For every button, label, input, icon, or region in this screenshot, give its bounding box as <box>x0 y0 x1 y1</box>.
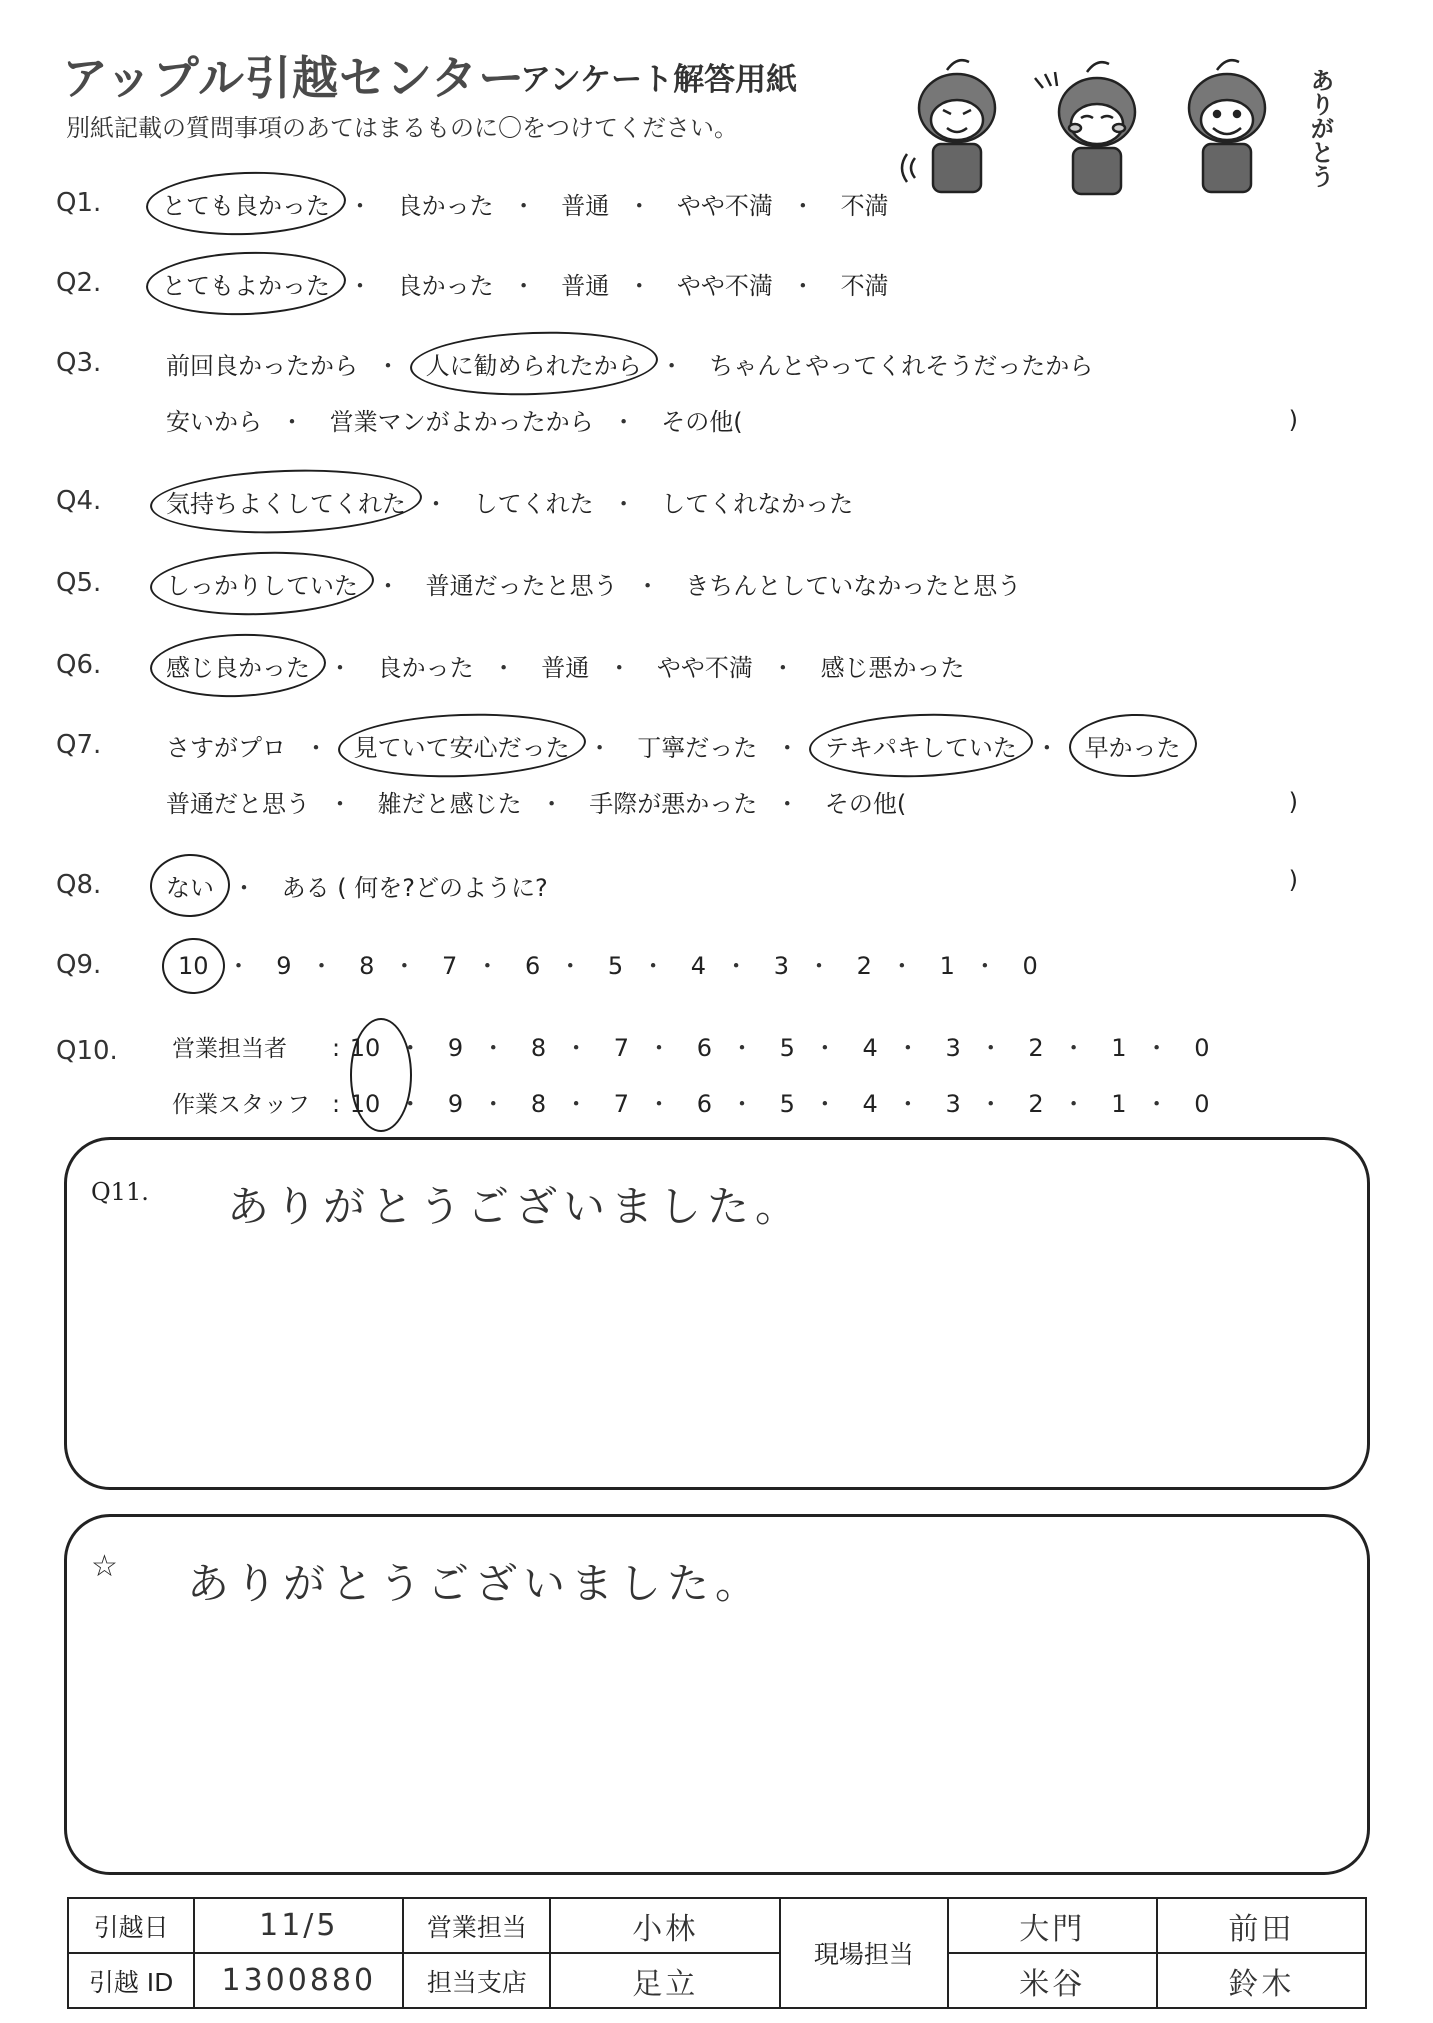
q9-score-7[interactable]: 7 <box>442 952 458 980</box>
q11-comment-box[interactable] <box>64 1137 1370 1490</box>
q10-staff-score-0[interactable]: 0 <box>1194 1090 1210 1118</box>
q3-option-3[interactable]: ちゃんとやってくれそうだったから <box>709 352 1094 380</box>
q9-score-2[interactable]: 2 <box>856 952 872 980</box>
q6-label: Q6. <box>56 650 102 680</box>
q2-option-2[interactable]: 良かった <box>397 272 494 300</box>
q3-close-paren: ) <box>1288 406 1298 434</box>
question-q7: Q7. さすがプロ ・ 見ていて安心だった ・ 丁寧だった ・ テキパキしていた ・ 早かった 普通だと思う ・ 雑だと感じた ・ 手際が悪かった ・ その他( ) <box>0 720 1433 830</box>
move-id-label: 引越 ID <box>68 1953 194 2008</box>
q9-score-1[interactable]: 1 <box>939 952 955 980</box>
q6-option-4[interactable]: やや不満 <box>656 654 753 682</box>
q7-close-paren: ) <box>1288 788 1298 816</box>
q9-score-4[interactable]: 4 <box>690 952 707 980</box>
q9-score-3[interactable]: 3 <box>773 952 789 980</box>
q10-sales-score-10[interactable]: 10 <box>349 1034 381 1062</box>
q6-option-2[interactable]: 良かった <box>377 654 474 682</box>
q8-option-1[interactable]: ない <box>164 866 216 905</box>
star-comment-answer: ありがとうございました。 <box>187 1559 764 1608</box>
q3-option-other[interactable]: その他( <box>661 408 743 436</box>
q10-staff-score-7[interactable]: 7 <box>613 1090 630 1118</box>
q10-staff-score-5[interactable]: 5 <box>779 1090 795 1118</box>
question-q4: Q4. 気持ちよくしてくれた ・ してくれた ・ してくれなかった <box>0 476 1433 532</box>
q11-label: Q11. <box>91 1178 149 1206</box>
q10-selection-circle <box>350 1018 412 1132</box>
q11-answer: ありがとうございました。 <box>227 1182 804 1231</box>
q3-option-1[interactable]: 前回良かったから <box>166 352 358 380</box>
q10-sales-score-7[interactable]: 7 <box>613 1034 630 1062</box>
sales-rep-label: 営業担当 <box>403 1898 550 1953</box>
site-staff-4: 鈴木 <box>1157 1953 1366 2008</box>
site-staff-1: 大門 <box>948 1898 1157 1953</box>
q7-option-6[interactable]: 普通だと思う <box>166 790 310 818</box>
star-comment-box[interactable] <box>64 1514 1370 1875</box>
q7-option-5[interactable]: 早かった <box>1083 726 1183 765</box>
q10-sales-score-9[interactable]: 9 <box>447 1034 464 1062</box>
sales-rep-value: 小林 <box>550 1898 780 1953</box>
company-name: アップル引越センター <box>62 51 526 105</box>
branch-label: 担当支店 <box>403 1953 550 2008</box>
site-staff-3: 米谷 <box>948 1953 1157 2008</box>
q1-option-3[interactable]: 普通 <box>561 192 610 220</box>
q10-label: Q10. <box>56 1036 118 1066</box>
q9-score-5[interactable]: 5 <box>607 952 624 980</box>
q4-label: Q4. <box>56 486 102 516</box>
q7-option-3[interactable]: 丁寧だった <box>637 734 758 762</box>
q10-staff-colon: : <box>332 1090 341 1118</box>
q10-sales-score-2[interactable]: 2 <box>1028 1034 1044 1062</box>
q2-option-5[interactable]: 不満 <box>840 272 889 300</box>
q7-option-8[interactable]: 手際が悪かった <box>589 790 758 818</box>
q9-score-8[interactable]: 8 <box>359 952 375 980</box>
site-staff-2: 前田 <box>1157 1898 1366 1953</box>
q10-sales-score-5[interactable]: 5 <box>779 1034 795 1062</box>
q10-staff-score-4[interactable]: 4 <box>862 1090 878 1118</box>
q10-sales-score-1[interactable]: 1 <box>1111 1034 1127 1062</box>
q3-option-4[interactable]: 安いから <box>166 408 262 436</box>
q5-option-2[interactable]: 普通だったと思う <box>425 572 618 600</box>
q4-option-3[interactable]: してくれなかった <box>661 490 854 518</box>
q7-label: Q7. <box>56 730 102 760</box>
q7-option-4[interactable]: テキパキしていた <box>823 726 1019 765</box>
mascot-caption: ありがとう <box>1306 68 1334 188</box>
q9-score-10[interactable]: 10 <box>178 952 209 980</box>
q4-option-1[interactable]: 気持ちよくしてくれた <box>164 482 408 521</box>
q2-option-3[interactable]: 普通 <box>561 272 610 300</box>
q10-sales-score-0[interactable]: 0 <box>1194 1034 1210 1062</box>
q10-staff-score-2[interactable]: 2 <box>1028 1090 1044 1118</box>
q2-option-1[interactable]: とてもよかった <box>160 264 332 303</box>
q6-option-1[interactable]: 感じ良かった <box>164 646 312 685</box>
question-q8: Q8. ない ・ ある ( 何を?どのように? ) <box>0 860 1433 916</box>
branch-value: 足立 <box>550 1953 780 2008</box>
q9-score-9[interactable]: 9 <box>276 952 292 980</box>
q5-label: Q5. <box>56 568 102 598</box>
q10-sales-label: 営業担当者 <box>172 1036 287 1062</box>
q9-score-6[interactable]: 6 <box>524 952 541 980</box>
site-staff-label: 現場担当 <box>780 1898 948 2008</box>
q10-sales-score-8[interactable]: 8 <box>530 1034 547 1062</box>
q8-option-2[interactable]: ある ( 何を?どのように? <box>281 874 548 902</box>
q7-option-2[interactable]: 見ていて安心だった <box>352 726 572 765</box>
q5-option-3[interactable]: きちんとしていなかったと思う <box>685 572 1022 600</box>
q8-label: Q8. <box>56 870 102 900</box>
move-info-table <box>67 1897 1367 2009</box>
form-title: アンケート解答用紙 <box>520 62 798 98</box>
q7-option-7[interactable]: 雑だと感じた <box>377 790 522 818</box>
q2-option-4[interactable]: やや不満 <box>676 272 773 300</box>
q2-label: Q2. <box>56 268 102 298</box>
q10-sales-row: 営業担当者 : 10 ・ 9 ・ 8 ・ 7 ・ 6 ・ 5 ・ 4 ・ 3 ・ 2 ・ 1 ・ 0 <box>172 1028 1212 1064</box>
q10-sales-score-3[interactable]: 3 <box>945 1034 961 1062</box>
question-q6: Q6. 感じ良かった ・ 良かった ・ 普通 ・ やや不満 ・ 感じ悪かった <box>0 640 1433 696</box>
move-date-value: 11/5 <box>194 1898 403 1953</box>
q10-staff-score-8[interactable]: 8 <box>530 1090 547 1118</box>
question-q5: Q5. しっかりしていた ・ 普通だったと思う ・ きちんとしていなかったと思う <box>0 558 1433 614</box>
q10-sales-score-4[interactable]: 4 <box>862 1034 878 1062</box>
q10-staff-score-3[interactable]: 3 <box>945 1090 961 1118</box>
q5-option-1[interactable]: しっかりしていた <box>164 564 360 603</box>
q1-option-2[interactable]: 良かった <box>397 192 494 220</box>
q10-staff-score-9[interactable]: 9 <box>447 1090 464 1118</box>
q1-option-5[interactable]: 不満 <box>840 192 889 220</box>
q6-option-3[interactable]: 普通 <box>541 654 590 682</box>
q7-option-1[interactable]: さすがプロ <box>166 734 286 762</box>
q10-sales-score-6[interactable]: 6 <box>696 1034 712 1062</box>
q1-label: Q1. <box>56 188 102 218</box>
q10-staff-row: 作業スタッフ : 10 ・ 9 ・ 8 ・ 7 ・ 6 ・ 5 ・ 4 ・ 3 ・ 2 ・ 1 ・ 0 <box>172 1084 1212 1120</box>
q10-staff-label: 作業スタッフ <box>172 1092 310 1118</box>
q4-option-2[interactable]: してくれた <box>473 490 594 518</box>
q10-staff-score-6[interactable]: 6 <box>696 1090 712 1118</box>
q1-option-4[interactable]: やや不満 <box>676 192 773 220</box>
q7-option-other[interactable]: その他( <box>824 790 907 818</box>
question-q2: Q2. とてもよかった ・ 良かった ・ 普通 ・ やや不満 ・ 不満 <box>0 258 1433 314</box>
q9-score-0[interactable]: 0 <box>1022 952 1038 980</box>
instruction-text: 別紙記載の質問事項のあてはまるものに〇をつけてください。 <box>66 114 738 142</box>
question-q1: Q1. とても良かった ・ 良かった ・ 普通 ・ やや不満 ・ 不満 <box>0 178 1433 234</box>
q3-option-2[interactable]: 人に勧められたから <box>424 344 644 383</box>
question-q3: Q3. 前回良かったから ・ 人に勧められたから ・ ちゃんとやってくれそうだったから 安いから ・ 営業マンがよかったから ・ その他( ) <box>0 338 1433 448</box>
star-icon: ☆ <box>91 1549 118 1584</box>
move-date-label: 引越日 <box>68 1898 194 1953</box>
q10-sales-colon: : <box>332 1034 341 1062</box>
q10-staff-score-10[interactable]: 10 <box>349 1090 381 1118</box>
q6-option-5[interactable]: 感じ悪かった <box>820 654 965 682</box>
question-q10 <box>0 1022 1433 1132</box>
q3-option-5[interactable]: 営業マンがよかったから <box>329 408 594 436</box>
q1-option-1[interactable]: とても良かった <box>160 184 332 223</box>
q9-label: Q9. <box>56 950 102 980</box>
move-id-value: 1300880 <box>194 1953 403 2008</box>
q8-close-paren: ) <box>1288 866 1298 894</box>
question-q9: Q9. 10 ・ 9 ・ 8 ・ 7 ・ 6 ・ 5 ・ 4 ・ 3 ・ 2 ・ 1 ・ 0 <box>56 950 1038 980</box>
q10-staff-score-1[interactable]: 1 <box>1111 1090 1127 1118</box>
q3-label: Q3. <box>56 348 102 378</box>
